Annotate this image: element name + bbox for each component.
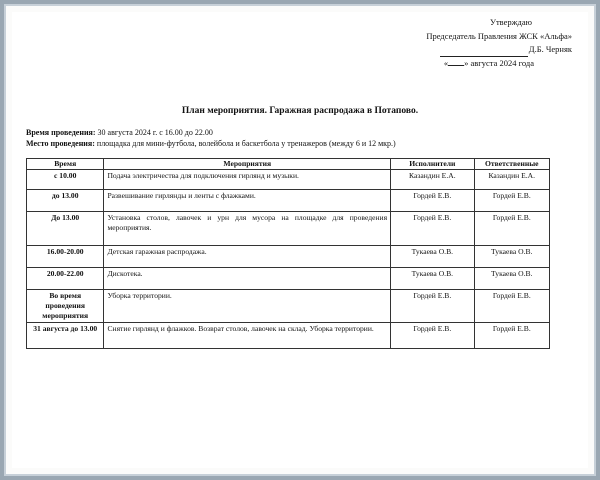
table-row (27, 170, 550, 190)
row-responsible: Гордей Е.В. (474, 323, 549, 349)
header-event: Мероприятия (104, 159, 391, 170)
quote-open: « (443, 57, 449, 68)
row-time: До 13.00 (27, 212, 104, 246)
row-event: Детская гаражная распродажа. (104, 246, 391, 268)
table-row (27, 268, 550, 290)
table-header-row (27, 159, 550, 170)
row-time: 20.00-22.00 (27, 268, 104, 290)
row-time: 31 августа до 13.00 (27, 323, 104, 349)
row-event: Развешивание гирлянды и ленты с флажками. (104, 190, 391, 212)
row-event: Установка столов, лавочек и урн для мусора на площадке для проведения мероприятия. (104, 212, 391, 246)
row-event: Подача электричества для подключения гирлянд и музыки. (104, 170, 391, 190)
row-responsible: Гордей Е.В. (474, 290, 549, 323)
table-row (27, 290, 550, 323)
approval-date (392, 57, 534, 71)
table-row (27, 323, 550, 349)
header-time: Время (27, 159, 104, 170)
table-row (27, 212, 550, 246)
signature-line (392, 43, 572, 57)
row-executor: Тукаева О.В. (391, 268, 474, 290)
row-responsible: Гордей Е.В. (474, 212, 549, 246)
table-row (27, 246, 550, 268)
row-time: Во время проведения мероприятия (27, 290, 104, 323)
row-executor: Гордей Е.В. (391, 212, 474, 246)
row-time: с 10.00 (27, 170, 104, 190)
document-title: План мероприятия. Гаражная распродажа в Потапово. (181, 106, 419, 116)
event-place (26, 138, 566, 149)
event-time-value: 30 августа 2024 г. с 16.00 до 22.00 (97, 128, 213, 137)
quote-close: » (464, 57, 469, 68)
row-time: 16.00-20.00 (27, 246, 104, 268)
header-executor: Исполнители (391, 159, 474, 170)
table-row (27, 190, 550, 212)
row-event: Уборка территории. (104, 290, 391, 323)
day-blank (448, 57, 464, 66)
event-time-label: Время проведения: (26, 128, 96, 137)
row-responsible: Гордей Е.В. (474, 190, 549, 212)
signature-blank (440, 47, 528, 57)
event-plan-table (26, 158, 550, 349)
row-executor: Казандин Е.А. (391, 170, 474, 190)
approve-label: Утверждаю (489, 17, 532, 27)
row-time: до 13.00 (27, 190, 104, 212)
row-responsible: Тукаева О.В. (474, 268, 549, 290)
row-responsible: Тукаева О.В. (474, 246, 549, 268)
row-event: Дискотека. (104, 268, 391, 290)
event-place-value: площадка для мини-футбола, волейбола и баскетбола у тренажеров (между 6 и 12 мкр.) (96, 139, 396, 148)
row-event: Снятие гирлянд и флажков. Возврат столов, лавочек на склад. Уборка территории. (104, 323, 391, 349)
row-executor: Гордей Е.В. (391, 190, 474, 212)
row-executor: Гордей Е.В. (391, 290, 474, 323)
header-responsible: Ответственные (474, 159, 549, 170)
approval-month-year: августа 2024 года (470, 57, 534, 68)
event-time (26, 127, 566, 138)
signer-name: Д.Б. Черняк (528, 44, 572, 54)
approver-position: Председатель Правления ЖСК «Альфа» (426, 30, 572, 41)
approval-block (392, 16, 572, 70)
event-place-label: Место проведения: (26, 139, 95, 148)
row-executor: Гордей Е.В. (391, 323, 474, 349)
row-responsible: Казандин Е.А. (474, 170, 549, 190)
row-executor: Тукаева О.В. (391, 246, 474, 268)
